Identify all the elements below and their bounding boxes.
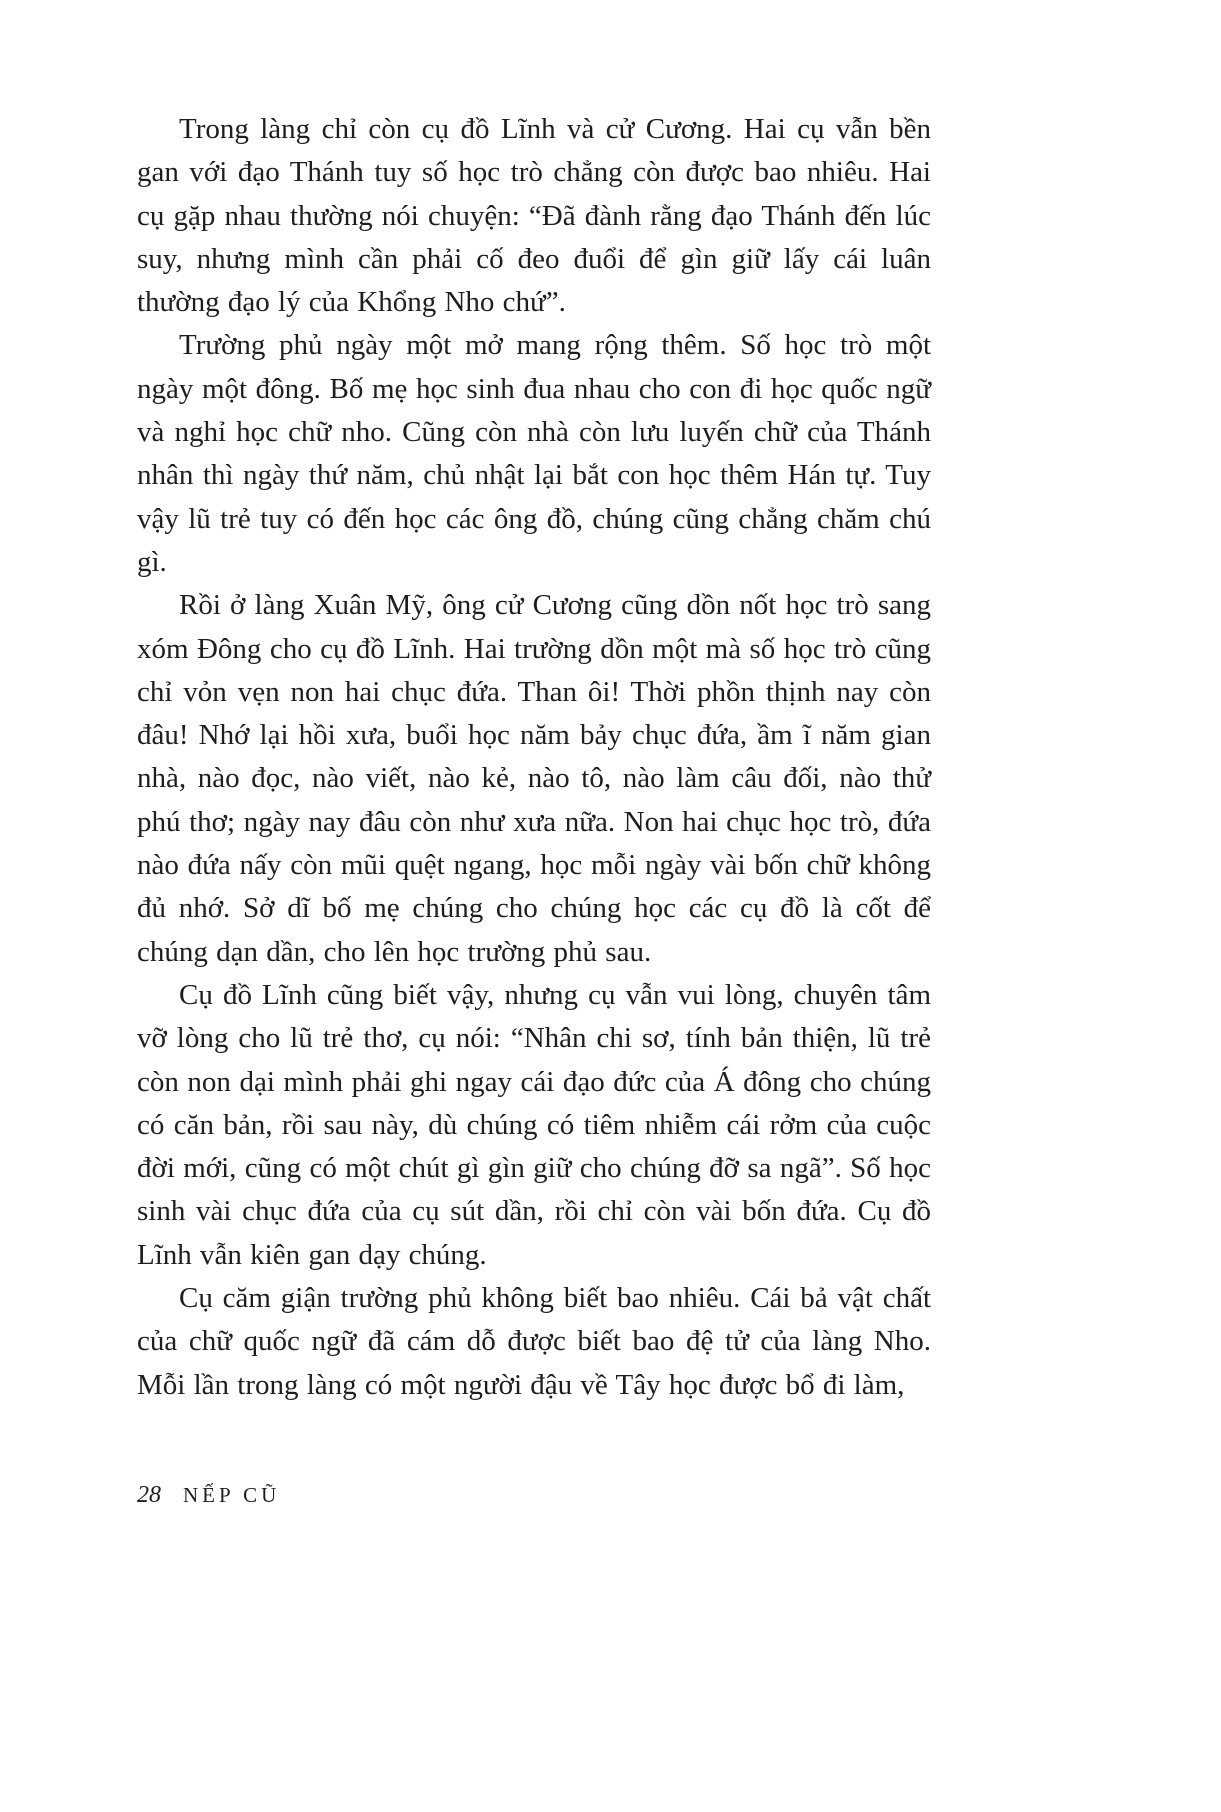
book-title: NẾP CŨ [183,1483,281,1507]
page-footer [137,1482,280,1509]
text-block [137,108,931,1407]
paragraph: Cụ căm giận trường phủ không biết bao nhiêu. Cái bả vật chất của chữ quốc ngữ đã cám dỗ được biết bao đệ tử của làng Nho. Mỗi lần trong làng có một người đậu về Tây học được bổ đi làm, [137,1282,931,1401]
page-number: 28 [137,1482,161,1508]
paragraph: Rồi ở làng Xuân Mỹ, ông cử Cương cũng dồn nốt học trò sang xóm Đông cho cụ đồ Lĩnh. Hai trường dồn một mà số học trò cũng chỉ vỏn vẹn non hai chục đứa. Than ôi! Thời phồn thịnh nay còn đâu! Nhớ lại hồi xưa, buổi học năm bảy chục đứa, ầm ĩ năm gian nhà, nào đọc, nào viết, nào kẻ, nào tô, nào làm câu đối, nào thử phú thơ; ngày nay đâu còn như xưa nữa. Non hai chục học trò, đứa nào đứa nấy còn mũi quệt ngang, học mỗi ngày vài bốn chữ không đủ nhớ. Sở dĩ bố mẹ chúng cho chúng học các cụ đồ là cốt để chúng dạn dần, cho lên học trường phủ sau. [137,589,931,968]
paragraph: Trường phủ ngày một mở mang rộng thêm. Số học trò một ngày một đông. Bố mẹ học sinh đua nhau cho con đi học quốc ngữ và nghỉ học chữ nho. Cũng còn nhà còn lưu luyến chữ của Thánh nhân thì ngày thứ năm, chủ nhật lại bắt con học thêm Hán tự. Tuy vậy lũ trẻ tuy có đến học các ông đồ, chúng cũng chẳng chăm chú gì. [137,329,931,578]
paragraph: Trong làng chỉ còn cụ đồ Lĩnh và cử Cương. Hai cụ vẫn bền gan với đạo Thánh tuy số học trò chẳng còn được bao nhiêu. Hai cụ gặp nhau thường nói chuyện: “Đã đành rằng đạo Thánh đến lúc suy, nhưng mình cần phải cố đeo đuổi để gìn giữ lấy cái luân thường đạo lý của Khổng Nho chứ”. [137,113,931,319]
paragraph: Cụ đồ Lĩnh cũng biết vậy, nhưng cụ vẫn vui lòng, chuyên tâm vỡ lòng cho lũ trẻ thơ, cụ nói: “Nhân chi sơ, tính bản thiện, lũ trẻ còn non dại mình phải ghi ngay cái đạo đức của Á đông cho chúng có căn bản, rồi sau này, dù chúng có tiêm nhiễm cái rởm của cuộc đời mới, cũng có một chút gì gìn giữ cho chúng đỡ sa ngã”. Số học sinh vài chục đứa của cụ sút dần, rồi chỉ còn vài bốn đứa. Cụ đồ Lĩnh vẫn kiên gan dạy chúng. [137,978,931,1271]
